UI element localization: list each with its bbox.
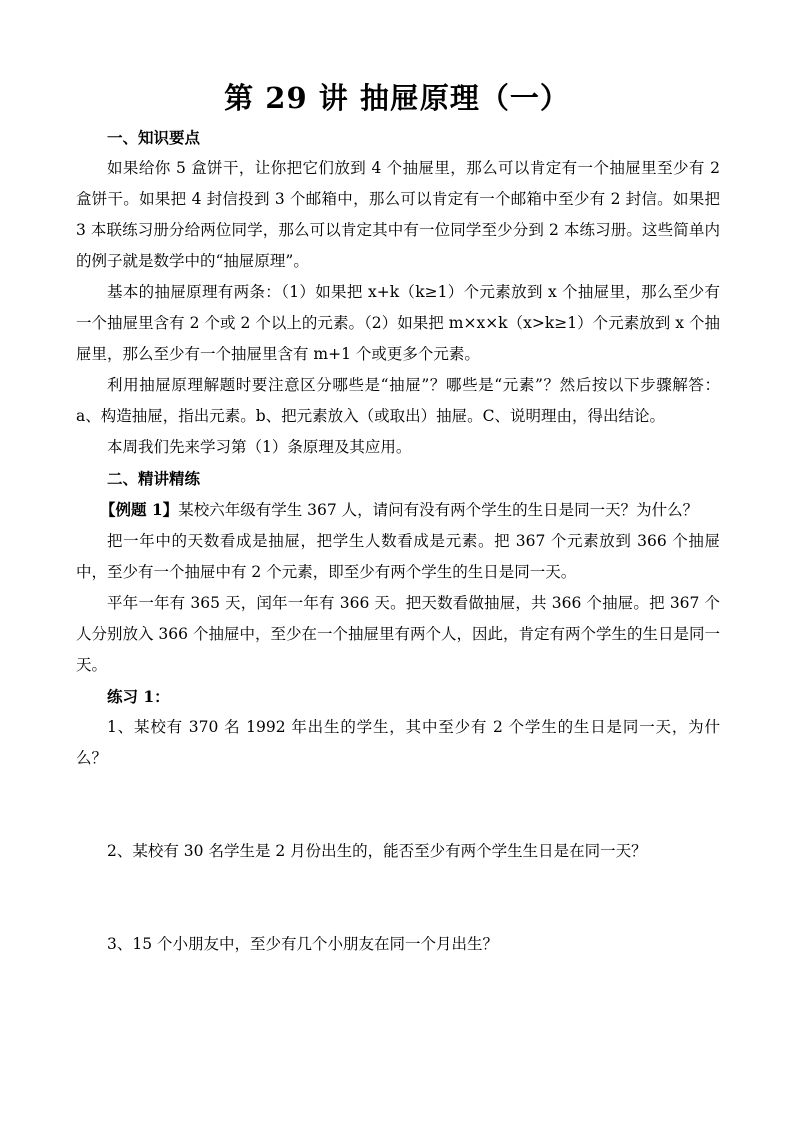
example-label: 【例题 1】 [100,500,179,519]
example-solution-1: 把一年中的天数看成是抽屉，把学生人数看成是元素。把 367 个元素放到 366 个抽屉中，至少有一个抽屉中有 2 个元素，即至少有两个学生的生日是同一天。 [76,532,720,581]
page-title: 第 29 讲 抽屉原理（一） [224,81,570,115]
section-heading-knowledge: 一、知识要点 [107,128,201,147]
answer-space [76,867,720,929]
example-question [76,494,720,526]
practice-item-2: 2、某校有 30 名学生是 2 月份出生的，能否至少有两个学生生日是在同一天？ [107,842,647,860]
example-solution-2: 平年一年有 365 天，闰年一年有 366 天。把天数看做抽屉，共 366 个抽屉。把 367 个人分别放入 366 个抽屉中，至少在一个抽屉里有两个人，因此，肯定有两个学生的生日是同一天。 [76,594,720,674]
example-question-text: 某校六年级有学生 367 人，请问有没有两个学生的生日是同一天？为什么？ [178,501,699,519]
practice-heading: 练习 1： [107,687,170,706]
paragraph-weekly-note: 本周我们先来学习第（1）条原理及其应用。 [107,438,412,456]
practice-item-3: 3、15 个小朋友中，至少有几个小朋友在同一个月出生？ [107,935,499,953]
section-heading-practice: 二、精讲精练 [107,469,201,488]
paragraph-steps: 利用抽屉原理解题时要注意区分哪些是“抽屉”？哪些是“元素”？然后按以下步骤解答：a、构造抽屉，指出元素。b、把元素放入（或取出）抽屉。C、说明理由，得出结论。 [76,376,720,425]
document-body [76,122,720,960]
answer-space [76,774,720,836]
paragraph-principles: 基本的抽屉原理有两条：（1）如果把 x+k（k≥1）个元素放到 x 个抽屉里，那么至少有一个抽屉里含有 2 个或 2 个以上的元素。（2）如果把 m×x×k（x>k≥1）个元素放到 x 个抽屉里，那么至少有一个抽屉里含有 m+1 个或更多个元素。 [76,283,720,363]
paragraph-intro: 如果给你 5 盒饼干，让你把它们放到 4 个抽屉里，那么可以肯定有一个抽屉里至少有 2 盒饼干。如果把 4 封信投到 3 个邮箱中，那么可以肯定有一个邮箱中至少有 2 封信。如果把 3 本联练习册分给两位同学，那么可以肯定其中有一位同学至少分到 2 本练习册。这些简单内的例子就是数学中的“抽屉原理”。 [76,159,720,270]
practice-item-1: 1、某校有 370 名 1992 年出生的学生，其中至少有 2 个学生的生日是同一天，为什么？ [76,718,720,767]
